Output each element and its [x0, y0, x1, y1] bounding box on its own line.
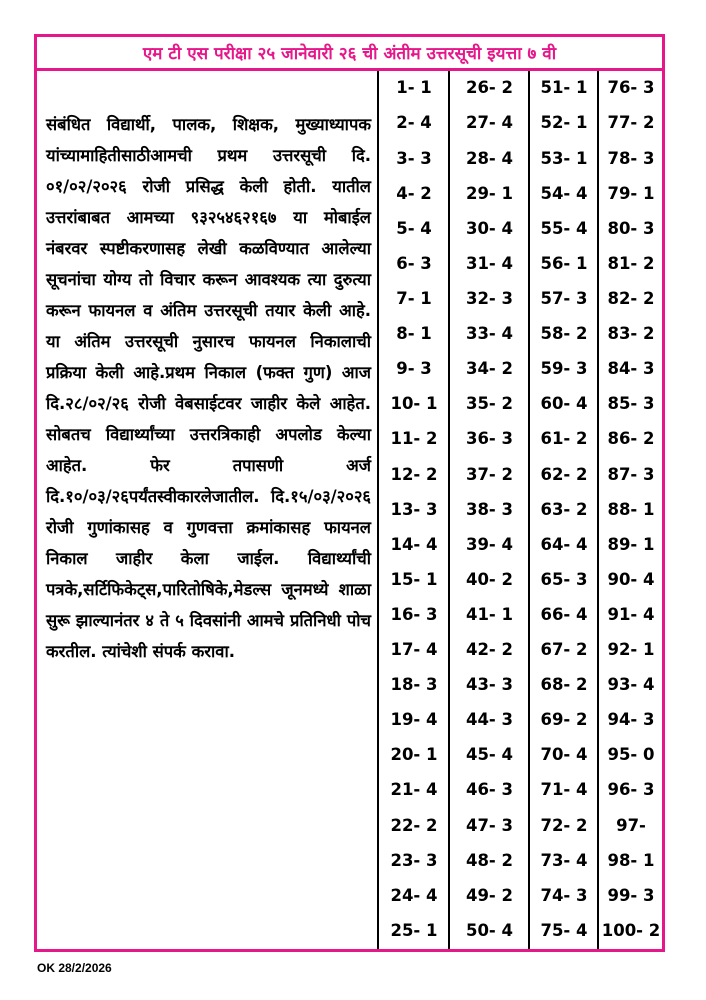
answer-cell: 4- 2 [396, 183, 432, 203]
answer-column-3 [531, 71, 597, 949]
answer-column-4 [600, 71, 662, 949]
answer-cell: 15- 1 [390, 569, 438, 589]
answer-cell: 36- 3 [465, 429, 514, 449]
answer-cell: 92- 1 [607, 640, 655, 660]
answer-cell: 73- 4 [540, 850, 588, 870]
answer-cell: 39- 4 [465, 534, 514, 554]
answer-cell: 99- 3 [607, 885, 655, 905]
answer-cell: 89- 1 [607, 534, 655, 554]
answer-cell: 45- 4 [465, 745, 514, 765]
answer-cell: 34- 2 [465, 359, 514, 379]
answer-cell: 41- 1 [465, 604, 514, 624]
answer-column-2 [451, 71, 528, 949]
answer-cell: 37- 2 [465, 464, 514, 484]
answer-cell: 16- 3 [390, 604, 438, 624]
answer-cell: 29- 1 [465, 183, 514, 203]
answer-cell: 51- 1 [540, 78, 588, 98]
answer-cell: 91- 4 [607, 604, 655, 624]
answer-cell: 77- 2 [607, 113, 655, 133]
answer-cell: 26- 2 [465, 78, 514, 98]
answer-cell: 19- 4 [390, 710, 438, 730]
answer-cell: 48- 2 [465, 850, 514, 870]
answer-column-1 [380, 71, 448, 949]
answer-cell: 2- 4 [396, 113, 432, 133]
answer-cell: 20- 1 [390, 745, 438, 765]
answer-cell: 52- 1 [540, 113, 588, 133]
answer-cell: 30- 4 [465, 218, 514, 238]
answer-cell: 8- 1 [396, 324, 432, 344]
answer-cell: 60- 4 [540, 394, 588, 414]
answer-cell: 9- 3 [396, 359, 432, 379]
answer-cell: 62- 2 [540, 464, 588, 484]
answer-cell: 1- 1 [396, 78, 432, 98]
answer-cell: 67- 2 [540, 640, 588, 660]
answer-cell: 93- 4 [607, 675, 655, 695]
answer-cell: 97- [616, 815, 646, 835]
answer-cell: 33- 4 [465, 324, 514, 344]
answer-cell: 49- 2 [465, 885, 514, 905]
answer-cell: 38- 3 [465, 499, 514, 519]
answer-cell: 71- 4 [540, 780, 588, 800]
column-divider [448, 71, 450, 949]
answer-cell: 23- 3 [390, 850, 438, 870]
answer-cell: 3- 3 [396, 148, 432, 168]
answer-cell: 76- 3 [607, 78, 655, 98]
answer-cell: 31- 4 [465, 253, 514, 273]
answer-cell: 74- 3 [540, 885, 588, 905]
answer-cell: 35- 2 [465, 394, 514, 414]
answer-cell: 43- 3 [465, 675, 514, 695]
answer-cell: 87- 3 [607, 464, 655, 484]
answer-cell: 14- 4 [390, 534, 438, 554]
answer-cell: 80- 3 [607, 218, 655, 238]
answer-cell: 58- 2 [540, 324, 588, 344]
answer-cell: 32- 3 [465, 288, 514, 308]
answer-cell: 22- 2 [390, 815, 438, 835]
answer-cell: 54- 4 [540, 183, 588, 203]
answer-cell: 65- 3 [540, 569, 588, 589]
answer-cell: 24- 4 [390, 885, 438, 905]
answer-cell: 95- 0 [607, 745, 655, 765]
answer-cell: 25- 1 [390, 920, 438, 940]
answer-cell: 18- 3 [390, 675, 438, 695]
answer-cell: 47- 3 [465, 815, 514, 835]
answer-key-frame [34, 34, 665, 952]
answer-cell: 66- 4 [540, 604, 588, 624]
notice-paragraph: संबंधित विद्यार्थी, पालक, शिक्षक, मुख्याध्यापक यांच्यामाहितीसाठीआमची प्रथम उत्तरसूची दि. ०१/०२/२०२६ रोजी प्रसिद्ध केली होती. यातील उत्तरांबाबत आमच्या ९३२५४६२१६७ या मोबाईल नंबरवर स्पष्टीकरणासह लेखी कळविण्यात आलेल्या सूचनांचा योग्य तो विचार करून आवश्यक त्या दुरुत्या करून फायनल व अंतिम उत्तरसूची तयार केली आहे. या अंतिम उत्तरसूची नुसारच फायनल निकालाची प्रक्रिया केली आहे.प्रथम निकाल (फक्त गुण) आज दि.२८/०२/२६ रोजी वेबसाईटवर जाहीर केले आहेत. सोबतच विद्यार्थ्यांच्या उत्तरत्रिकाही अपलोड केल्या आहेत. फेर तपासणी अर्ज दि.१०/०३/२६पर्यंतस्वीकारलेजातील. दि.१५/०३/२०२६ रोजी गुणांकासह व गुणवत्ता क्रमांकासह फायनल निकाल जाहीर केला जाईल. विद्यार्थ्यांची पत्रके,सर्टिफिकेट्स,पारितोषिके,मेडल्स जूनमध्ये शाळा सुरू झाल्यानंतर ४ ते ५ दिवसांनी आमचे प्रतिनिधी पोच करतील. त्यांचेशी संपर्क करावा. [46, 115, 371, 661]
answer-cell: 42- 2 [465, 640, 514, 660]
answer-cell: 84- 3 [607, 359, 655, 379]
answer-cell: 90- 4 [607, 569, 655, 589]
footer-stamp: OK 28/2/2026 [37, 961, 112, 975]
answer-cell: 28- 4 [465, 148, 514, 168]
answer-cell: 68- 2 [540, 675, 588, 695]
answer-cell: 64- 4 [540, 534, 588, 554]
column-divider [597, 71, 599, 949]
answer-cell: 98- 1 [607, 850, 655, 870]
answer-cell: 17- 4 [390, 640, 438, 660]
answer-cell: 61- 2 [540, 429, 588, 449]
answer-cell: 56- 1 [540, 253, 588, 273]
page-title: एम टी एस परीक्षा २५ जानेवारी २६ ची अंतीम उत्तरसूची इयत्ता ७ वी [37, 37, 662, 71]
answer-cell: 13- 3 [390, 499, 438, 519]
answer-cell: 27- 4 [465, 113, 514, 133]
answer-cell: 5- 4 [396, 218, 432, 238]
answer-cell: 57- 3 [540, 288, 588, 308]
answer-cell: 12- 2 [390, 464, 438, 484]
answer-cell: 94- 3 [607, 710, 655, 730]
answer-cell: 40- 2 [465, 569, 514, 589]
answer-cell: 78- 3 [607, 148, 655, 168]
column-divider [528, 71, 530, 949]
answer-cell: 82- 2 [607, 288, 655, 308]
answer-cell: 72- 2 [540, 815, 588, 835]
answer-cell: 50- 4 [465, 920, 514, 940]
answer-cell: 6- 3 [396, 253, 432, 273]
answer-cell: 63- 2 [540, 499, 588, 519]
answer-cell: 96- 3 [607, 780, 655, 800]
answer-cell: 69- 2 [540, 710, 588, 730]
answer-cell: 100- 2 [601, 920, 661, 940]
answer-cell: 70- 4 [540, 745, 588, 765]
answer-cell: 79- 1 [607, 183, 655, 203]
answer-cell: 46- 3 [465, 780, 514, 800]
answer-cell: 55- 4 [540, 218, 588, 238]
answer-cell: 86- 2 [607, 429, 655, 449]
answer-cell: 81- 2 [607, 253, 655, 273]
answer-cell: 88- 1 [607, 499, 655, 519]
answer-cell: 44- 3 [465, 710, 514, 730]
answer-cell: 11- 2 [390, 429, 438, 449]
answer-cell: 85- 3 [607, 394, 655, 414]
column-divider [377, 71, 379, 949]
answer-cell: 10- 1 [390, 394, 438, 414]
answer-cell: 75- 4 [540, 920, 588, 940]
answer-grid [37, 71, 662, 949]
answer-cell: 53- 1 [540, 148, 588, 168]
answer-cell: 21- 4 [390, 780, 438, 800]
answer-cell: 7- 1 [396, 288, 432, 308]
answer-cell: 83- 2 [607, 324, 655, 344]
answer-cell: 59- 3 [540, 359, 588, 379]
